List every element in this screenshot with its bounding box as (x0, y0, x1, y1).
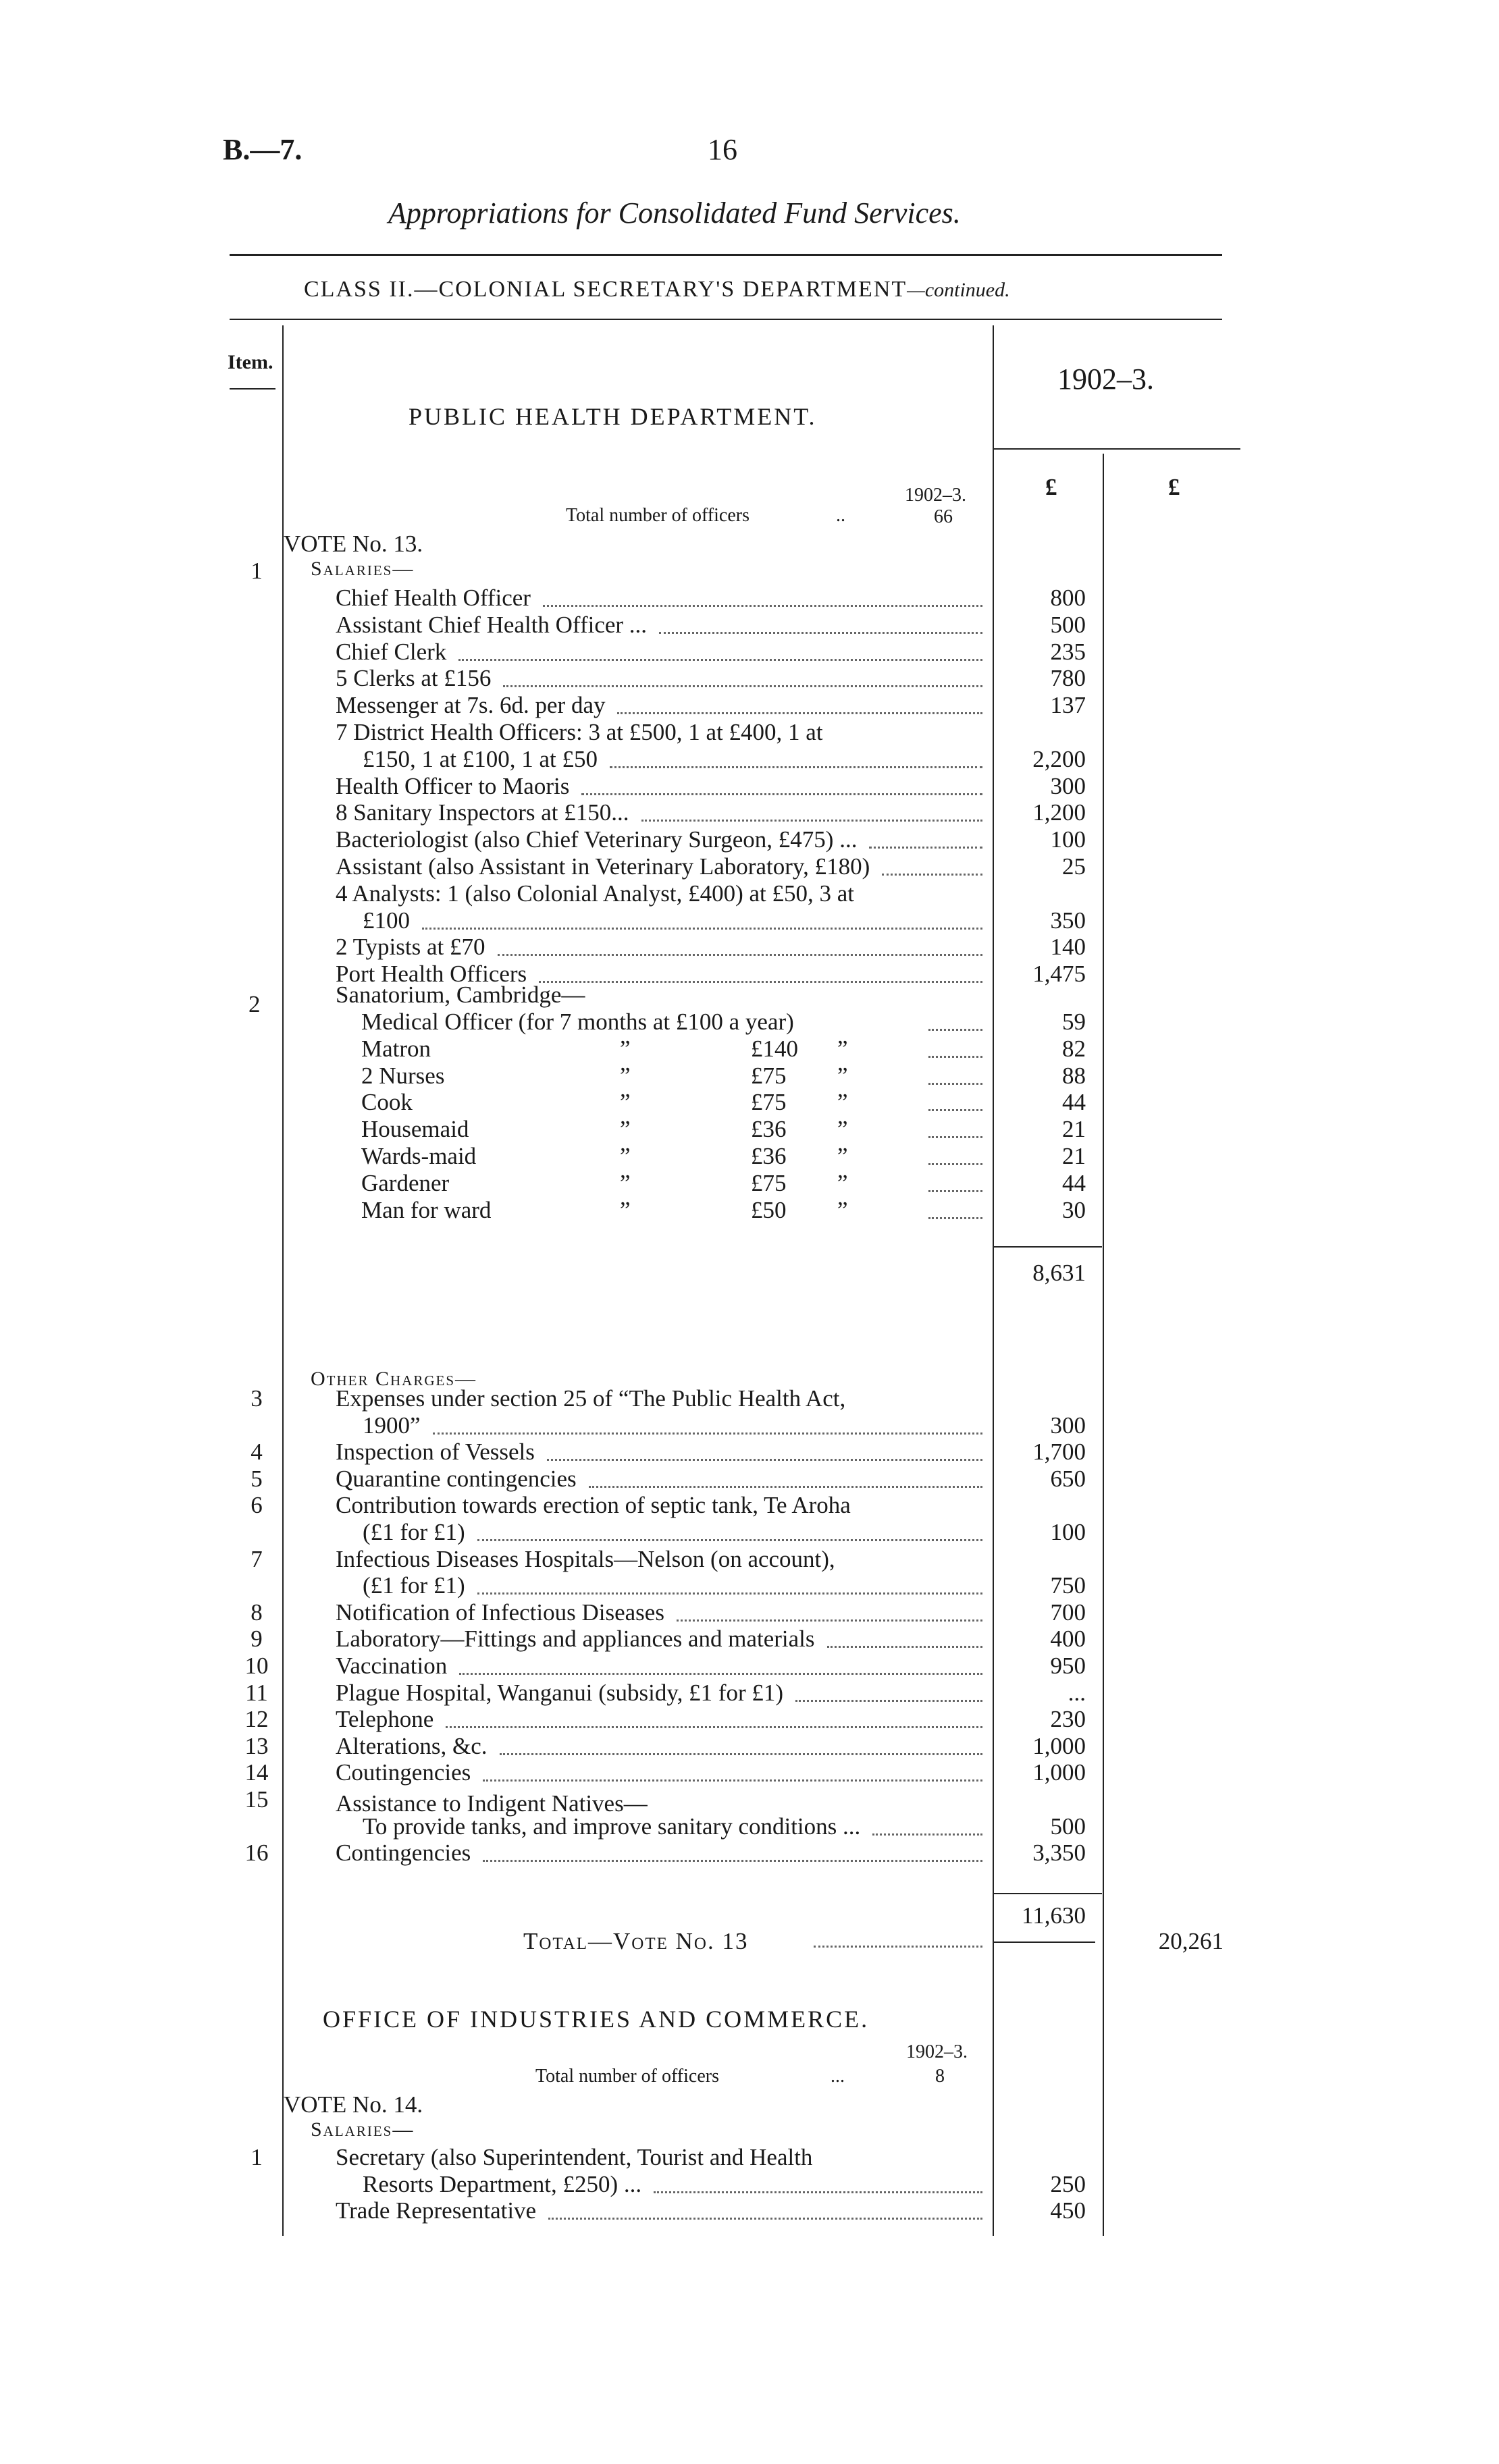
sanatorium-ditto-mark: ” (620, 1143, 631, 1169)
vote-13-total: 20,261 (1158, 1928, 1224, 1954)
salary-row-amount: 800 (1050, 585, 1086, 611)
other-charge-row-amount: 400 (1050, 1626, 1086, 1653)
sanatorium-ditto-mark: ” (620, 1116, 631, 1143)
sanatorium-ditto-mark: ” (620, 1062, 631, 1089)
salary-row-amount: 137 (1050, 692, 1086, 719)
other-charge-row-label: Contingencies (336, 1840, 471, 1867)
other-charge-row-leader (795, 1700, 982, 1702)
salary-row-label: 2 Typists at £70 (336, 934, 485, 961)
salary-row-leader (539, 981, 982, 983)
class-rule (230, 319, 1222, 320)
sanatorium-leader (928, 1083, 982, 1085)
salary-row-label: £100 (363, 907, 410, 934)
other-charge-row-label: Coutingencies (336, 1759, 471, 1786)
salary-row-leader (610, 766, 982, 768)
other-subtotal-rule (994, 1893, 1102, 1894)
sanatorium-rate: £50 (751, 1196, 787, 1223)
other-charge-row-label: Quarantine contingencies (336, 1465, 577, 1492)
item-header-rule (230, 388, 275, 390)
salary-row-label: 4 Analysts: 1 (also Colonial Analyst, £400) at £50, 3 at (336, 880, 855, 907)
sanatorium-amount: 59 (1062, 1009, 1086, 1035)
other-charge-row-label: Expenses under section 25 of “The Public Health Act, (336, 1385, 846, 1412)
salary-row-amount: 25 (1062, 853, 1086, 880)
other-charge-row-leader (827, 1646, 982, 1648)
sanatorium-staff-label: Man for ward (361, 1196, 492, 1223)
salary-row-amount: 2,200 (1032, 745, 1086, 772)
salary-row-amount: 300 (1050, 772, 1086, 799)
other-charge-row-item-number: 8 (251, 1599, 263, 1626)
industries-row-label: Trade Representative (336, 2197, 537, 2224)
other-charge-row-item-number: 10 (244, 1653, 269, 1679)
industries-officers-count: 8 (935, 2066, 945, 2087)
salary-row-amount: 100 (1050, 826, 1086, 853)
other-charge-row-label: Alterations, &c. (336, 1732, 488, 1759)
salary-row-leader (422, 928, 982, 930)
salary-row-label: Port Health Officers (336, 961, 527, 988)
salary-row-leader (458, 659, 982, 661)
sanatorium-ditto-mark: ” (837, 1169, 848, 1196)
other-charge-row-amount: 230 (1050, 1706, 1086, 1733)
industries-heading: OFFICE OF INDUSTRIES AND COMMERCE. (323, 2006, 870, 2033)
other-charges-heading: Other Charges— (311, 1368, 477, 1390)
class-heading-text: CLASS II.—COLONIAL SECRETARY'S DEPARTMENT (304, 277, 908, 302)
salary-row-leader (617, 712, 982, 714)
other-charge-row-label: (£1 for £1) (363, 1572, 465, 1599)
salary-row-leader (659, 632, 982, 634)
sanatorium-leader (928, 1056, 982, 1058)
industries-officers-year: 1902–3. (906, 2041, 968, 2062)
other-charge-row-leader (446, 1726, 982, 1728)
sanatorium-ditto-mark: ” (620, 1169, 631, 1196)
salary-row-label: Health Officer to Maoris (336, 772, 570, 799)
salary-row-label: 7 District Health Officers: 3 at £500, 1 at £400, 1 at (336, 719, 823, 745)
sanatorium-amount: 30 (1062, 1196, 1086, 1223)
other-charge-row-item-number: 5 (251, 1465, 263, 1492)
other-charge-row-label: Notification of Infectious Diseases (336, 1599, 664, 1626)
salary-row-leader (581, 793, 982, 795)
sanatorium-amount: 88 (1062, 1062, 1086, 1089)
industries-officers-dots: ... (831, 2066, 845, 2087)
other-charge-row-item-number: 11 (245, 1679, 268, 1706)
other-charge-row-amount: 950 (1050, 1653, 1086, 1679)
other-charge-row-label: Inspection of Vessels (336, 1439, 535, 1466)
sanatorium-rate: £75 (751, 1062, 787, 1089)
salary-row-amount: 780 (1050, 665, 1086, 692)
salary-row-leader (543, 605, 982, 607)
sanatorium-rate: £140 (751, 1035, 798, 1062)
salary-row-leader (503, 685, 982, 687)
salary-row-leader (882, 874, 982, 876)
sanatorium-ditto-mark: ” (837, 1089, 848, 1116)
sanatorium-staff-label: 2 Nurses (361, 1062, 445, 1089)
vote-13-total-label: Total—Vote No. 13 (523, 1928, 749, 1954)
industries-row-amount: 450 (1050, 2197, 1086, 2224)
other-charge-row-label: (£1 for £1) (363, 1519, 465, 1545)
sanatorium-ditto-mark: ” (837, 1062, 848, 1089)
other-charge-row-item-number: 3 (251, 1385, 263, 1412)
sanatorium-leader (928, 1136, 982, 1138)
salary-row-leader (641, 820, 983, 822)
public-health-officers-dots: .. (836, 505, 845, 526)
item-column-rule (282, 325, 284, 2236)
public-health-heading: PUBLIC HEALTH DEPARTMENT. (409, 403, 817, 430)
sanatorium-ditto-mark: ” (620, 1035, 631, 1062)
industries-row-label: Secretary (also Superintendent, Tourist and Health (336, 2144, 813, 2170)
other-charge-row-leader (483, 1779, 982, 1782)
industries-row-item-number: 1 (251, 2144, 263, 2170)
vote-14: VOTE No. 14. (284, 2091, 423, 2118)
other-charge-row-leader (459, 1673, 982, 1675)
other-charge-row-leader (477, 1539, 982, 1541)
sanatorium-rate: £36 (751, 1116, 787, 1143)
industries-row-leader (548, 2218, 982, 2220)
other-charge-row-item-number: 12 (244, 1706, 269, 1733)
other-charge-row-leader (872, 1833, 982, 1836)
sanatorium-rate: £75 (751, 1089, 787, 1116)
sanatorium-item-number: 2 (248, 991, 261, 1017)
year-header-rule (994, 448, 1240, 450)
salary-row-label: Assistant Chief Health Officer ... (336, 611, 648, 638)
currency-symbol-2: £ (1168, 474, 1180, 500)
salary-row-label: 8 Sanitary Inspectors at £150... (336, 799, 629, 826)
title-rule (230, 254, 1222, 256)
salaries-heading: Salaries— (311, 558, 415, 580)
other-charge-row-leader (677, 1619, 982, 1622)
salary-row-amount: 235 (1050, 638, 1086, 665)
sanatorium-ditto-mark: ” (837, 1116, 848, 1143)
other-charge-row-label: Infectious Diseases Hospitals—Nelson (on account), (336, 1545, 835, 1572)
other-charge-row-label: Contribution towards erection of septic tank, Te Aroha (336, 1492, 851, 1519)
other-charge-row-amount: 300 (1050, 1412, 1086, 1439)
sanatorium-staff-label: Gardener (361, 1169, 450, 1196)
other-charge-row-item-number: 14 (244, 1759, 269, 1786)
industries-row-amount: 250 (1050, 2170, 1086, 2197)
sanatorium-leader (928, 1109, 982, 1111)
other-charge-row-item-number: 7 (251, 1545, 263, 1572)
sanatorium-staff-label: Housemaid (361, 1116, 469, 1143)
other-charge-row-amount: 750 (1050, 1572, 1086, 1599)
other-charge-row-leader (500, 1753, 982, 1755)
public-health-officers-label: Total number of officers (566, 505, 750, 526)
salary-row-label: Chief Health Officer (336, 585, 531, 611)
other-charge-row-item-number: 16 (244, 1840, 269, 1867)
other-charge-row-leader (477, 1592, 982, 1595)
other-charge-row-leader (589, 1486, 982, 1488)
industries-officers-label: Total number of officers (535, 2066, 719, 2087)
sanatorium-leader (928, 1190, 982, 1192)
salary-row-leader (869, 847, 982, 849)
sanatorium-rate: £75 (751, 1169, 787, 1196)
vote-13: VOTE No. 13. (284, 531, 423, 557)
salaries-subtotal: 8,631 (1032, 1260, 1086, 1286)
industries-salaries-heading: Salaries— (311, 2118, 415, 2141)
industries-row-leader (654, 2191, 982, 2193)
other-charge-row-leader (483, 1860, 982, 1862)
amount-column-rule (993, 325, 994, 2236)
other-charge-row-label: Plague Hospital, Wanganui (subsidy, £1 for £1) (336, 1679, 784, 1706)
vote-13-total-leader (814, 1946, 982, 1948)
other-charge-row-amount: 700 (1050, 1599, 1086, 1626)
sanatorium-ditto-mark: ” (837, 1143, 848, 1169)
other-charge-row-item-number: 9 (251, 1626, 263, 1653)
other-charge-row-amount: 100 (1050, 1519, 1086, 1545)
other-charge-row-amount: ... (1068, 1679, 1086, 1706)
other-charge-row-label: Laboratory—Fittings and appliances and materials (336, 1626, 815, 1653)
other-charge-row-amount: 1,700 (1032, 1439, 1086, 1466)
other-charges-subtotal: 11,630 (1022, 1902, 1086, 1929)
sanatorium-amount: 21 (1062, 1116, 1086, 1143)
sanatorium-ditto-mark: ” (620, 1196, 631, 1223)
salary-row-label: 5 Clerks at £156 (336, 665, 492, 692)
sanatorium-ditto-mark: ” (837, 1196, 848, 1223)
sanatorium-heading: Sanatorium, Cambridge— (336, 982, 585, 1008)
salaries-item-number: 1 (251, 558, 263, 584)
industries-row-label: Resorts Department, £250) ... (363, 2170, 642, 2197)
sanatorium-ditto-mark: ” (837, 1035, 848, 1062)
salary-row-leader (498, 954, 982, 956)
class-heading (304, 277, 1010, 302)
sanatorium-staff-label: Wards-maid (361, 1143, 477, 1169)
sanatorium-rate: £36 (751, 1143, 787, 1169)
salary-row-amount: 1,475 (1032, 961, 1086, 988)
other-charge-row-label: Vaccination (336, 1653, 448, 1679)
sanatorium-staff-label: Matron (361, 1035, 431, 1062)
other-charge-row-label: 1900” (363, 1412, 421, 1439)
sanatorium-staff-label: Medical Officer (for 7 months at £100 a year) (361, 1009, 794, 1035)
other-charge-row-item-number: 15 (244, 1786, 269, 1813)
sanatorium-amount: 82 (1062, 1035, 1086, 1062)
public-health-officers-count: 66 (934, 506, 953, 527)
subtotal-column-rule (1103, 454, 1104, 2236)
other-charge-row-label: Telephone (336, 1706, 434, 1733)
page-number: 16 (708, 133, 737, 166)
sanatorium-ditto-mark: ” (620, 1089, 631, 1116)
salary-row-label: Assistant (also Assistant in Veterinary Laboratory, £180) (336, 853, 870, 880)
salaries-subtotal-rule (994, 1246, 1102, 1248)
other-charge-row-leader (547, 1459, 982, 1461)
salary-row-amount: 1,200 (1032, 799, 1086, 826)
other-charge-row-amount: 3,350 (1032, 1840, 1086, 1867)
other-charge-row-item-number: 4 (251, 1439, 263, 1466)
salary-row-label: Chief Clerk (336, 638, 447, 665)
sanatorium-staff-label: Cook (361, 1089, 413, 1116)
other-charge-row-leader (433, 1432, 982, 1435)
sanatorium-amount: 21 (1062, 1143, 1086, 1169)
salary-row-label: Bacteriologist (also Chief Veterinary Surgeon, £475) ... (336, 826, 858, 853)
sanatorium-leader (928, 1217, 982, 1219)
sanatorium-amount: 44 (1062, 1169, 1086, 1196)
salary-row-amount: 500 (1050, 611, 1086, 638)
item-header: Item. (228, 351, 273, 373)
other-charge-row-amount: 1,000 (1032, 1759, 1086, 1786)
salary-row-amount: 350 (1050, 907, 1086, 934)
vote-13-total-rule (994, 1941, 1095, 1943)
page-ref: B.—7. (223, 133, 303, 166)
salary-row-label: £150, 1 at £100, 1 at £50 (363, 745, 598, 772)
currency-symbol-1: £ (1045, 474, 1057, 500)
other-charge-row-amount: 1,000 (1032, 1732, 1086, 1759)
other-charge-row-amount: 650 (1050, 1465, 1086, 1492)
salary-row-amount: 140 (1050, 934, 1086, 961)
other-charge-row-item-number: 13 (244, 1732, 269, 1759)
sanatorium-amount: 44 (1062, 1089, 1086, 1116)
sanatorium-leader (928, 1163, 982, 1165)
page-title: Appropriations for Consolidated Fund Services. (388, 196, 961, 230)
other-charge-row-item-number: 6 (251, 1492, 263, 1519)
other-charge-row-amount: 500 (1050, 1813, 1086, 1840)
sanatorium-leader (928, 1029, 982, 1031)
assistance-heading: Assistance to Indigent Natives— (336, 1790, 648, 1817)
salary-row-label: Messenger at 7s. 6d. per day (336, 692, 606, 719)
class-heading-suffix: —continued. (907, 279, 1010, 301)
other-charge-row-label: To provide tanks, and improve sanitary conditions ... (363, 1813, 861, 1840)
public-health-officers-year: 1902–3. (905, 485, 966, 506)
year-header: 1902–3. (1057, 363, 1154, 396)
